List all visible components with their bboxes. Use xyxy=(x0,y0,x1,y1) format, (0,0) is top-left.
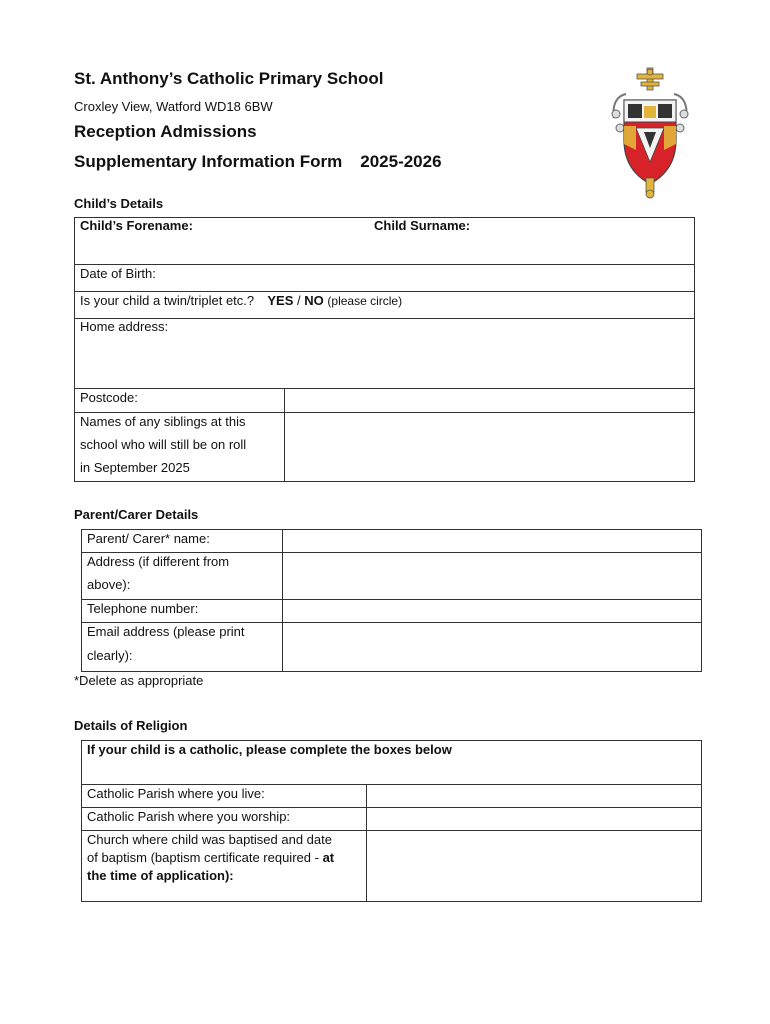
diocese-crest-logo xyxy=(606,66,694,200)
form-year: 2025-2026 xyxy=(360,152,442,171)
divider xyxy=(74,388,695,389)
siblings-label-line2: school who will still be on roll xyxy=(80,437,247,452)
forename-label: Child’s Forename: xyxy=(80,218,193,233)
religion-heading: Details of Religion xyxy=(74,718,188,733)
yes-option[interactable]: YES xyxy=(267,293,294,308)
parent-details-heading: Parent/Carer Details xyxy=(74,507,199,522)
slash-separator: / xyxy=(297,293,301,308)
parish-live-label: Catholic Parish where you live: xyxy=(87,786,265,801)
home-address-label: Home address: xyxy=(80,319,169,334)
divider xyxy=(366,784,367,902)
church-label-line2 xyxy=(87,849,334,867)
childs-details-heading: Child’s Details xyxy=(74,196,164,211)
form-title: Reception Admissions xyxy=(74,122,257,141)
delete-note: *Delete as appropriate xyxy=(74,673,204,688)
siblings-label-line3: in September 2025 xyxy=(80,460,190,475)
divider xyxy=(282,529,283,672)
parent-address-label-line1: Address (if different from xyxy=(87,554,230,569)
telephone-label: Telephone number: xyxy=(87,601,199,616)
church-label-line2-text: of baptism (baptism certificate required - xyxy=(87,850,319,865)
parent-name-label: Parent/ Carer* name: xyxy=(87,531,210,546)
please-circle-note: (please circle) xyxy=(327,294,403,308)
dob-label: Date of Birth: xyxy=(80,266,156,281)
parent-address-label-line2: above): xyxy=(87,577,131,592)
twin-question-text: Is your child a twin/triplet etc.? xyxy=(80,293,255,308)
church-label-at: at xyxy=(322,850,335,865)
parish-worship-label: Catholic Parish where you worship: xyxy=(87,809,291,824)
siblings-label-line1: Names of any siblings at this xyxy=(80,414,246,429)
twin-question xyxy=(80,289,402,313)
email-label-line1: Email address (please print xyxy=(87,624,245,639)
form-subtitle-text: Supplementary Information Form xyxy=(74,152,343,171)
no-option[interactable]: NO xyxy=(304,293,324,308)
form-subtitle xyxy=(74,152,442,172)
divider xyxy=(74,264,695,265)
school-name: St. Anthony’s Catholic Primary School xyxy=(74,69,384,88)
religion-intro: If your child is a catholic, please complete the boxes below xyxy=(87,742,452,757)
church-label-line1: Church where child was baptised and date xyxy=(87,832,332,847)
school-address: Croxley View, Watford WD18 6BW xyxy=(74,99,273,114)
divider xyxy=(284,388,285,482)
email-label-line2: clearly): xyxy=(87,648,133,663)
surname-label: Child Surname: xyxy=(374,218,471,233)
postcode-label: Postcode: xyxy=(80,390,138,405)
church-label-line3: the time of application): xyxy=(87,868,234,883)
